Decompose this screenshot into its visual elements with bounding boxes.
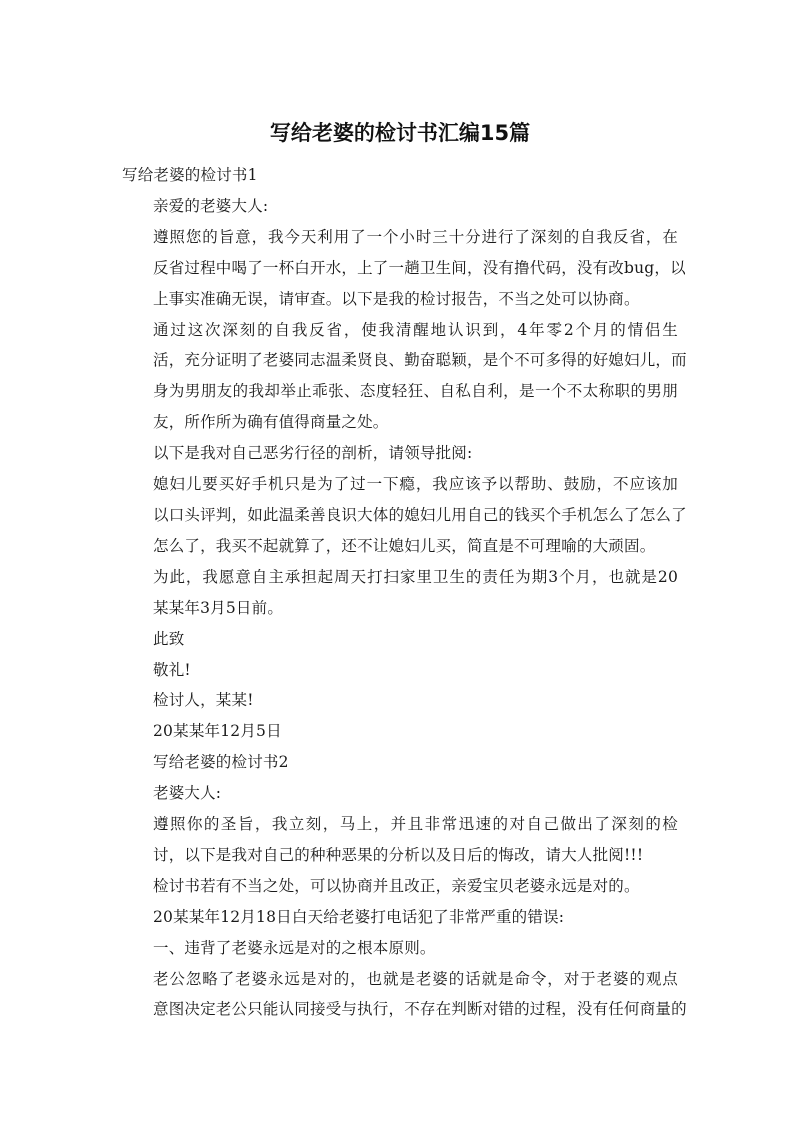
paragraph-line: 某某年3月5日前。 xyxy=(153,598,284,617)
paragraph-line: 以口头评判，如此温柔善良识大体的媳妇儿用自己的钱买个手机怎么了怎么了 xyxy=(153,505,687,524)
paragraph-line: 写给老婆的检讨书1 xyxy=(122,166,258,184)
paragraph-line: 20某某年12月5日 xyxy=(153,722,282,741)
paragraph xyxy=(122,160,678,191)
paragraph xyxy=(122,964,687,1026)
paragraph xyxy=(122,778,678,809)
paragraph xyxy=(122,655,678,686)
paragraph-line: 以下是我对自己恶劣行径的剖析，请领导批阅: xyxy=(153,444,473,463)
paragraph xyxy=(122,685,678,716)
paragraph xyxy=(122,562,678,624)
paragraph xyxy=(122,222,686,315)
paragraph-line: 上事实准确无误，请审查。以下是我的检讨报告，不当之处可以协商。 xyxy=(153,289,640,308)
paragraph xyxy=(122,438,678,469)
paragraph xyxy=(122,747,678,778)
paragraph-line: 亲爱的老婆大人: xyxy=(153,196,269,215)
paragraph-line: 通过这次深刻的自我反省，使我清醒地认识到，4年零2个月的情侣生 xyxy=(153,320,678,339)
paragraph-line: 媳妇儿要买好手机只是为了过一下瘾，我应该予以帮助、鼓励，不应该加 xyxy=(153,475,678,494)
paragraph-line: 遵照您的旨意，我今天利用了一个小时三十分进行了深刻的自我反省，在 xyxy=(153,227,678,246)
paragraph-line: 反省过程中喝了一杯白开水，上了一趟卫生间，没有撸代码，没有改bug，以 xyxy=(153,258,686,277)
paragraph-line: 此致 xyxy=(153,629,185,648)
paragraph-line: 老公忽略了老婆永远是对的，也就是老婆的话就是命令，对于老婆的观点 xyxy=(153,969,678,988)
paragraph-line: 意图决定老公只能认同接受与执行，不存在判断对错的过程，没有任何商量的 xyxy=(153,1000,687,1019)
paragraph-line: 为此，我愿意自主承担起周天打扫家里卫生的责任为期3个月，也就是20 xyxy=(153,567,678,586)
paragraph-line: 怎么了，我买不起就算了，还不让媳妇儿买，简直是不可理喻的大顽固。 xyxy=(153,536,656,555)
paragraph-line: 一、违背了老婆永远是对的之根本原则。 xyxy=(153,938,436,957)
paragraph xyxy=(122,809,678,871)
paragraph-line: 讨，以下是我对自己的种种恶果的分析以及日后的悔改，请大人批阅!!! xyxy=(153,845,644,864)
paragraph-line: 友，所作所为确有值得商量之处。 xyxy=(153,413,389,432)
paragraph-line: 活，充分证明了老婆同志温柔贤良、勤奋聪颖，是个不可多得的好媳妇儿，而 xyxy=(153,351,687,370)
paragraph-line: 写给老婆的检讨书2 xyxy=(153,753,289,772)
document-body xyxy=(122,160,687,1025)
paragraph xyxy=(122,871,678,902)
paragraph-line: 20某某年12月18日白天给老婆打电话犯了非常严重的错误: xyxy=(153,907,565,926)
paragraph-line: 敬礼! xyxy=(153,660,191,679)
paragraph-line: 检讨人，某某! xyxy=(153,691,254,710)
paragraph xyxy=(122,624,678,655)
paragraph xyxy=(122,191,678,222)
paragraph-line: 检讨书若有不当之处，可以协商并且改正，亲爱宝贝老婆永远是对的。 xyxy=(153,876,640,895)
paragraph xyxy=(122,933,678,964)
paragraph xyxy=(122,469,687,562)
paragraph-line: 遵照你的圣旨，我立刻，马上，并且非常迅速的对自己做出了深刻的检 xyxy=(153,815,678,834)
paragraph-line: 老婆大人: xyxy=(153,784,222,803)
paragraph-line: 身为男朋友的我却举止乖张、态度轻狂、自私自利，是一个不太称职的男朋 xyxy=(153,382,678,401)
paragraph xyxy=(122,716,678,747)
paragraph xyxy=(122,902,678,933)
document-title: 写给老婆的检讨书汇编15篇 xyxy=(269,121,531,145)
paragraph xyxy=(122,315,687,439)
